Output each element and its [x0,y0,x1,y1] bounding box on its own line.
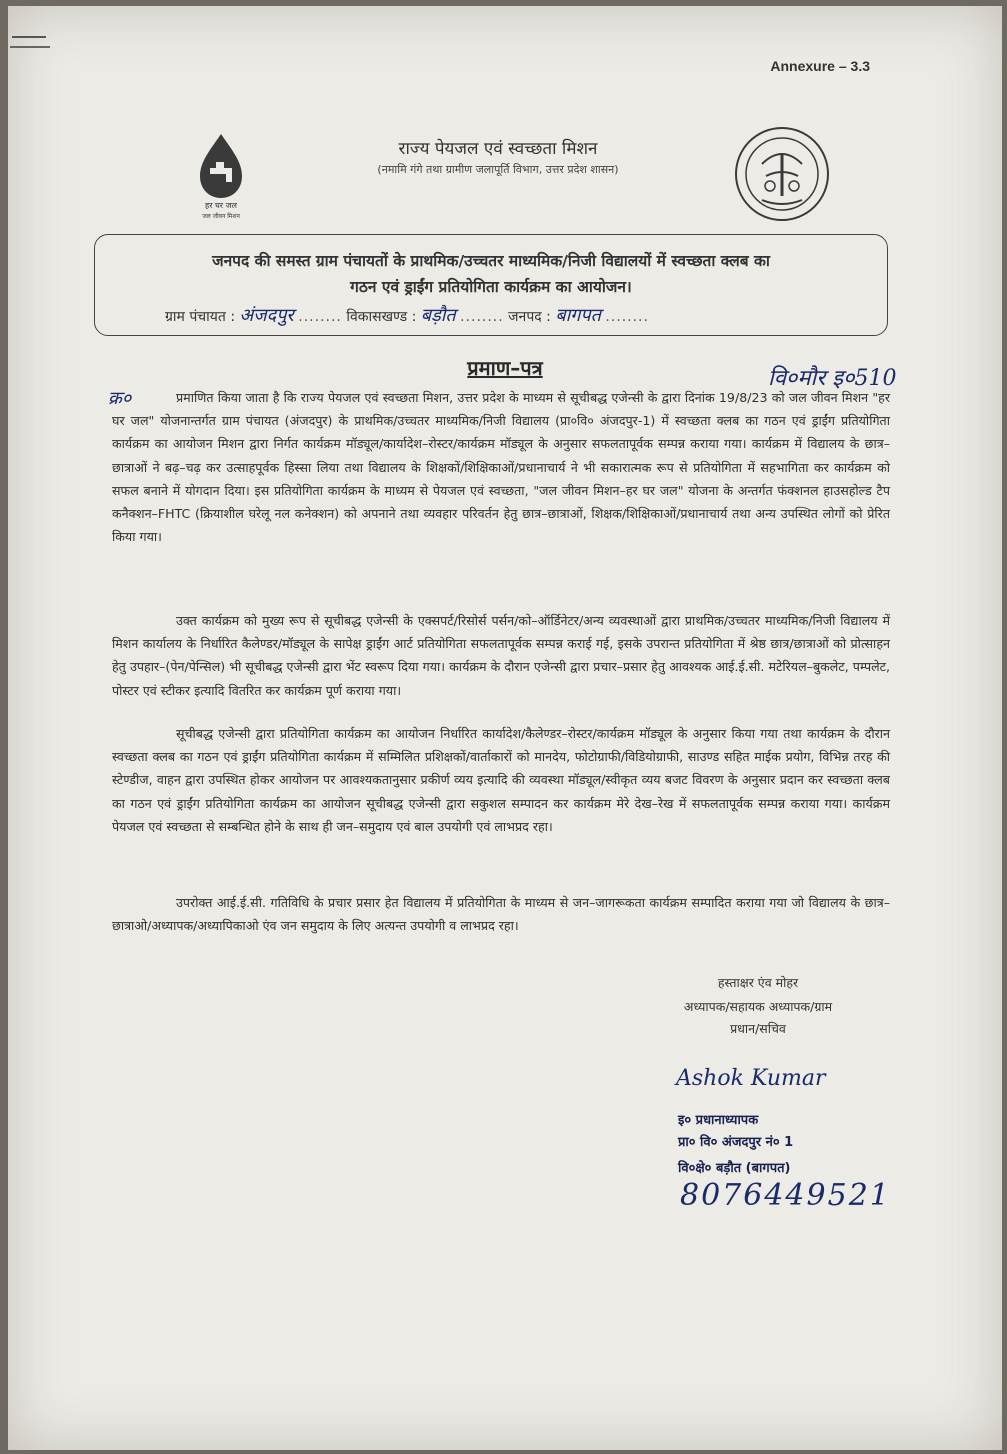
subject-line-1: जनपद की समस्त ग्राम पंचायतों के प्राथमिक/उच्चतर माध्यमिक/निजी विद्यालयों में स्वच्छता क्लब का [212,252,770,270]
dotted-fill: ........ [605,309,649,325]
location-line [165,303,649,327]
dotted-fill: ........ [460,309,504,325]
annexure-label: Annexure – 3.3 [770,58,870,74]
state-emblem-seal-icon [732,124,832,224]
stamp-line-1: इ० प्रधानाध्यापक [678,1113,759,1128]
handwritten-signature: Ashok Kumar [676,1066,826,1091]
reference-number: वि०मौर इ०510 [768,366,897,391]
signature-heading: हस्ताक्षर एंव मोहर [717,975,799,990]
logo-text: हर घर जल [205,201,237,210]
dotted-fill: ........ [298,309,342,325]
signatory-role-2: प्रधान/सचिव [730,1021,786,1036]
district-value: बागपत [555,305,601,326]
panchayat-value: अंजदपुर [239,305,294,326]
water-drop-logo-icon [186,128,256,228]
logo-subtext: जल जीवन मिशन [202,213,240,220]
panchayat-label: ग्राम पंचायत : [165,309,236,325]
header-title: राज्य पेयजल एवं स्वच्छता मिशन [398,139,598,159]
subject-box [94,234,888,336]
header-subtitle: (नमामि गंगे तथा ग्रामीण जलापूर्ति विभाग, उत्तर प्रदेश शासन) [377,163,619,176]
paragraph-4: उपरोक्त आई.ई.सी. गतिविधि के प्रचार प्रसार हेत विद्यालय में प्रतियोगिता के माध्यम से जन–जागरूकता कार्यक्रम सम्पादित कराया गया जो विद्यालय के छात्र–छात्राओ/अध्यापक/अध्यापिकाओ एंव जन समुदाय के लिए अत्यन्त उपयोगी व लाभप्रद रहा। [112,895,890,934]
serial-mark: क्र० [108,388,132,409]
stamp-line-2: प्रा० वि० अंजदपुर नं० 1 [678,1135,794,1150]
stamp-line-3: वि०क्षे० बड़ौत (बागपत) [678,1161,791,1176]
signatory-role: अध्यापक/सहायक अध्यापक/ग्राम [683,999,833,1014]
subject-line-2: गठन एवं ड्राईंग प्रतियोगिता कार्यक्रम का आयोजन। [350,278,632,296]
certificate-title: प्रमाण–पत्र [467,356,543,380]
margin-mark [10,46,50,48]
paragraph-3: सूचीबद्ध एजेन्सी द्वारा प्रतियोगिता कार्यक्रम का आयोजन निर्धारित कार्यादेश/कैलेण्डर–रोस्टर/कार्यक्रम मॉड्यूल के अनुसार किया गया तथा कार्यक्रम के दौरान स्वच्छता क्लब का गठन एवं ड्राईंग प्रतियोगिता कार्यक्रम में सम्मिलित प्रशिक्षकों/वार्ताकारों को मानदेय, फोटोग्राफी/विडियोग्राफी, साउण्ड सहित माईक प्रयोग, विभिन्न तरह की स्टेण्डीज, वाहन द्वारा उपस्थित होकर आयोजन पर आवश्यकतानुसार प्रकीर्ण व्यय इत्यादि की व्यवस्था मॉड्यूल/स्वीकृत व्यय बजट विवरण के अनुसार प्रदान कर स्वच्छता क्लब का गठन एवं ड्राईंग प्रतियोगिता कार्यक्रम का आयोजन सूचीबद्ध एजेन्सी द्वारा सकुशल सम्पादन कर कार्यक्रम मेरे देख–रेख में सफलतापूर्वक सम्पन्न कराया गया। कार्यक्रम पेयजल एवं स्वच्छता से सम्बन्धित होने के साथ ही जन–समुदाय एवं बाल उपयोगी एवं लाभप्रद रहा। [112,726,890,834]
phone-number: 8076449521 [680,1178,891,1213]
block-label: विकासखण्ड : [346,309,417,325]
margin-mark [12,36,46,38]
paragraph-1: प्रमाणित किया जाता है कि राज्य पेयजल एवं स्वच्छता मिशन, उत्तर प्रदेश के माध्यम से सूचीबद्ध एजेन्सी के द्वारा दिनांक 19/8/23 को जल जीवन मिशन "हर घर जल" योजनान्तर्गत ग्राम पंचायत (अंजदपुर) के प्राथमिक/उच्चतर माध्यमिक/निजी विद्यालय (प्रा०वि० अंजदपुर-1) में स्वच्छता क्लब का गठन एवं ड्राईंग प्रतियोगिता कार्यक्रम का आयोजन मिशन द्वारा निर्गत कार्यक्रम मॉड्यूल/कार्यादेश–रोस्टर/कार्यक्रम मॉड्यूल के अनुसार सफलतापूर्वक सम्पन्न कराया गया। कार्यक्रम में विद्यालय के छात्र–छात्राओं ने बढ़–चढ़ कर उत्साहपूर्वक हिस्सा लिया तथा विद्यालय के शिक्षकों/शिक्षिकाओं/प्रधानाचार्य ने भी सकारात्मक रूप से प्रतियोगिता में सहभागिता कर कार्यक्रम को सफल बनाने में योगदान दिया। इस प्रतियोगिता कार्यक्रम के माध्यम से पेयजल एवं स्वच्छता, "जल जीवन मिशन–हर घर जल" योजना के अन्तर्गत फंक्शनल हाउसहोल्ड टैप कनैक्शन–FHTC (क्रियाशील घरेलू नल कनेक्शन) को अपनाने तथा व्यवहार परिवर्तन हेतु छात्र–छात्राओं, शिक्षक/शिक्षिकाओं/प्रधानाचार्य तथा अन्य उपस्थित लोगों को प्रेरित किया गया। [112,390,890,545]
district-label: जनपद : [508,309,551,325]
paragraph-2: उक्त कार्यक्रम को मुख्य रूप से सूचीबद्ध एजेन्सी के एक्सपर्ट/रिसोर्स पर्सन/को–ऑर्डिनेटर/अन्य व्यवस्थाओं द्वारा प्राथमिक/उच्चतर माध्यमिक/निजी विद्यालय में मिशन कार्यालय के निर्धारित कैलेण्डर/मॉड्यूल के सापेक्ष ड्राईंग आर्ट प्रतियोगिता सफलतापूर्वक सम्पन्न कराई गई, इसके उपरान्त प्रतियोगिता में श्रेष्ठ छात्र/छात्राओं को प्रोत्साहन हेतु उपहार–(पेन/पेन्सिल) भी सूचीबद्ध एजेन्सी द्वारा भेंट स्वरूप दिया गया। कार्यक्रम के दौरान एजेन्सी द्वारा प्रचार–प्रसार हेतु आवश्यक आई.ई.सी. मटेरियल–बुकलेट, पम्पलेट, पोस्टर एवं स्टीकर इत्यादि वितरित कर कार्यक्रम पूर्ण कराया गया। [112,613,890,698]
document-page [8,6,1002,1450]
block-value: बड़ौत [420,305,456,326]
